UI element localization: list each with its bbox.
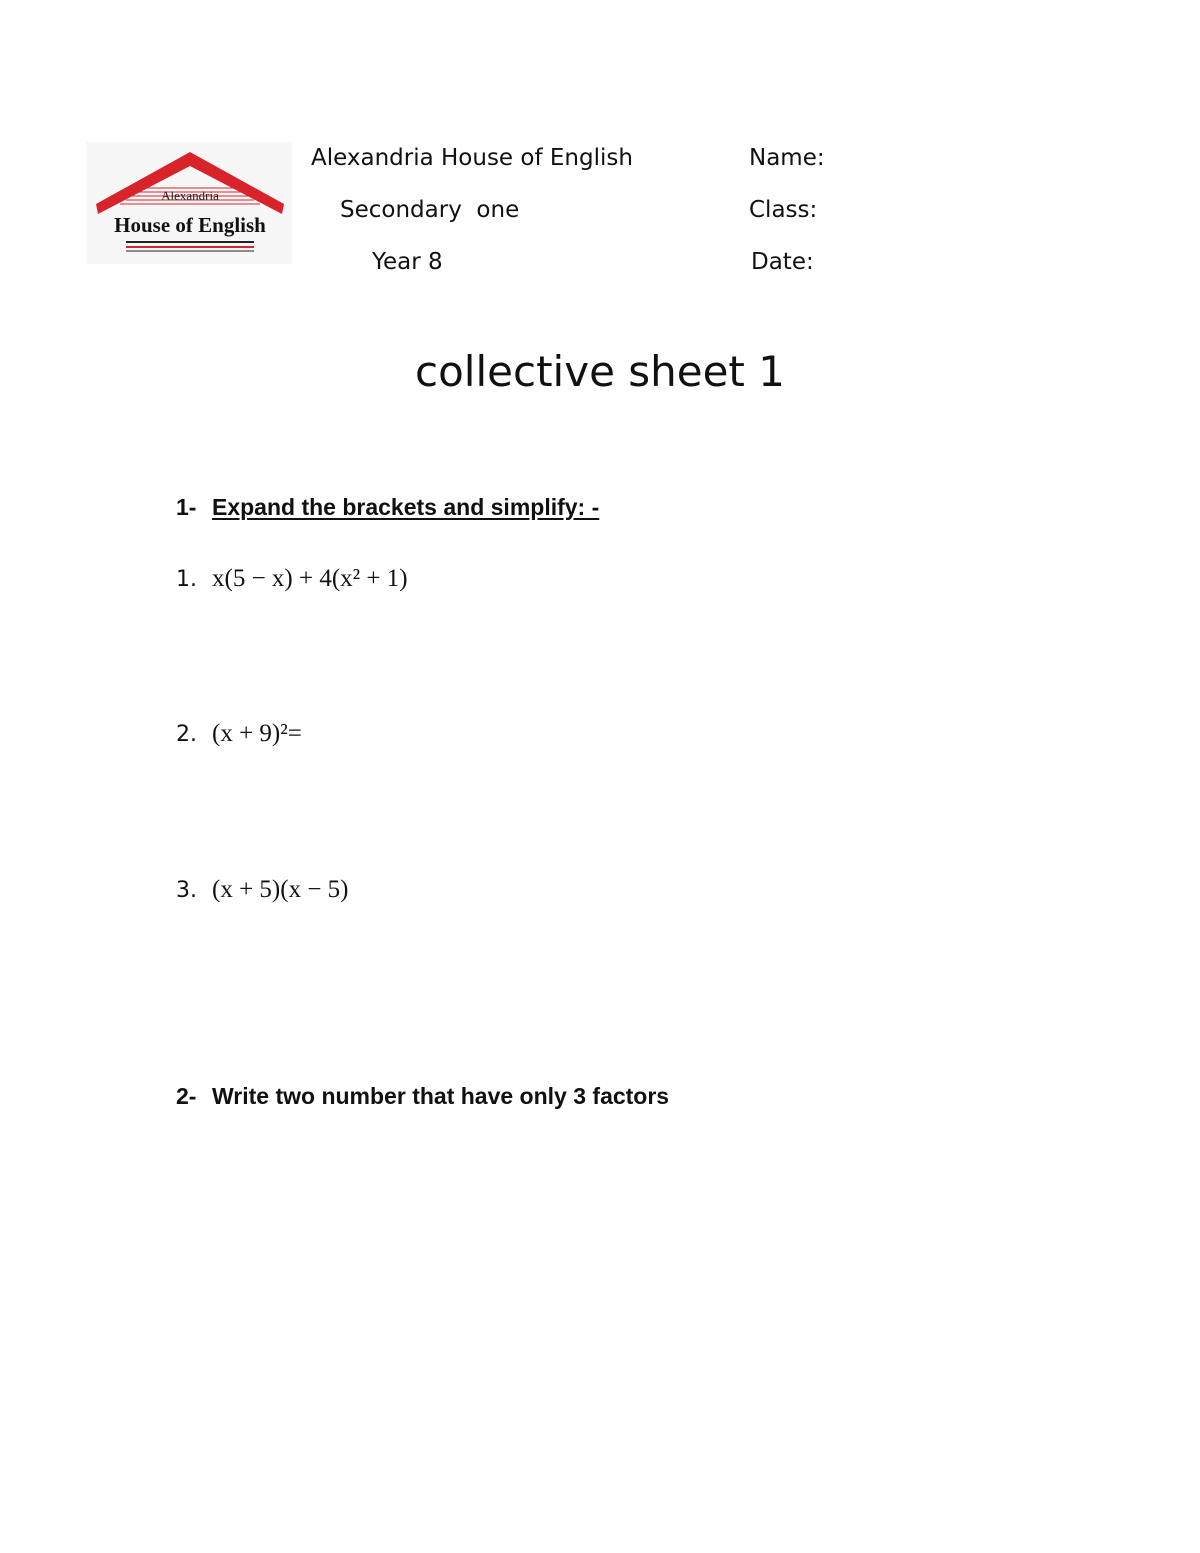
section-2-heading (176, 1083, 669, 1110)
section-number: 1- (176, 494, 197, 520)
problem-1 (176, 565, 408, 593)
logo-line1: Alexandria (161, 188, 219, 203)
problem-expression: (x + 5)(x − 5) (212, 876, 349, 903)
problem-2 (176, 720, 302, 748)
section-heading-text: Expand the brackets and simplify: - (212, 494, 600, 520)
problem-number: 2. (176, 722, 197, 747)
date-field-label: Date: (751, 249, 814, 275)
problem-number: 1. (176, 567, 197, 592)
house-logo-icon (86, 142, 292, 264)
logo-line2: House of English (114, 213, 266, 237)
school-name: Alexandria House of English (311, 145, 633, 171)
section-1-heading (176, 494, 599, 521)
problem-expression: (x + 9)²= (212, 720, 302, 747)
year-label: Year 8 (372, 249, 443, 275)
level-label: Secondary one (340, 197, 520, 223)
school-logo (86, 142, 292, 264)
section-number: 2- (176, 1083, 197, 1109)
class-field-label: Class: (749, 197, 818, 223)
name-field-label: Name: (749, 145, 825, 171)
problem-expression: x(5 − x) + 4(x² + 1) (212, 565, 408, 592)
page-title: collective sheet 1 (415, 347, 785, 396)
problem-number: 3. (176, 878, 197, 903)
section-heading-text: Write two number that have only 3 factors (212, 1083, 670, 1109)
problem-3 (176, 876, 349, 904)
